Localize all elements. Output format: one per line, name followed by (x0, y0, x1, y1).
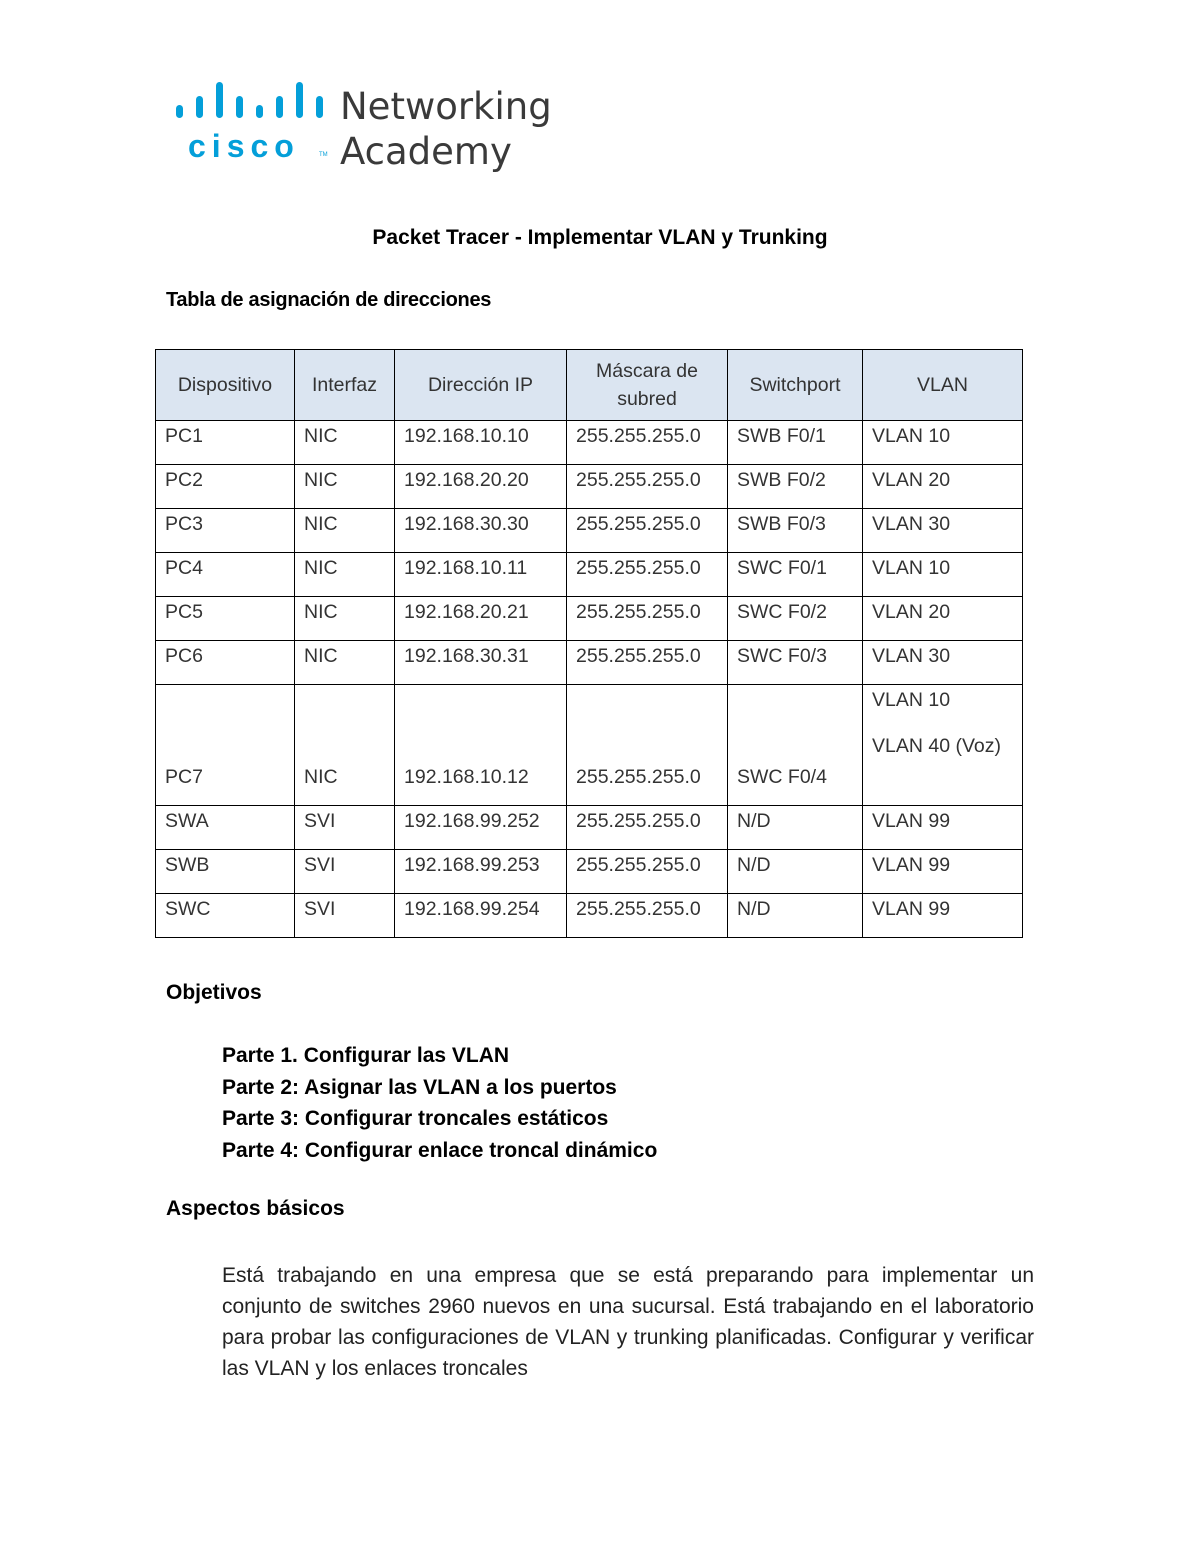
cell-switchport: SWB F0/3 (728, 509, 863, 553)
cell-vlan: VLAN 30 (863, 509, 1023, 553)
cell-device: PC3 (156, 509, 295, 553)
table-row (156, 850, 1023, 894)
cell-device: PC5 (156, 597, 295, 641)
cell-ip: 192.168.99.254 (395, 894, 567, 938)
cell-mask: 255.255.255.0 (567, 509, 728, 553)
cell-interface: SVI (295, 850, 395, 894)
cell-device: SWC (156, 894, 295, 938)
cell-ip: 192.168.10.12 (395, 685, 567, 806)
objectives-list (222, 1040, 657, 1166)
cell-device: PC7 (156, 685, 295, 806)
cell-interface: SVI (295, 806, 395, 850)
cell-ip: 192.168.10.11 (395, 553, 567, 597)
background-paragraph: Está trabajando en una empresa que se está preparando para implementar un conjunto de switches 2960 nuevos en una sucursal. Está trabajando en el laboratorio para probar las configuraciones de VLAN y trunking planificadas. Configurar y verificar las VLAN y los enlaces troncales (222, 1264, 1034, 1380)
cell-vlan: VLAN 10 (863, 553, 1023, 597)
trademark-mark: TM (319, 152, 328, 158)
cell-vlan: VLAN 30 (863, 641, 1023, 685)
header-interface: Interfaz (295, 350, 395, 421)
cell-interface: NIC (295, 553, 395, 597)
cell-interface: NIC (295, 597, 395, 641)
cell-interface: NIC (295, 465, 395, 509)
cell-ip: 192.168.30.30 (395, 509, 567, 553)
cell-vlan: VLAN 99 (863, 806, 1023, 850)
addressing-table (155, 349, 1023, 938)
networking-academy-wordmark (340, 84, 552, 174)
cell-switchport: SWC F0/3 (728, 641, 863, 685)
list-item: Parte 4: Configurar enlace troncal dinámico (222, 1138, 658, 1162)
cell-switchport: N/D (728, 806, 863, 850)
cell-mask: 255.255.255.0 (567, 597, 728, 641)
table-row (156, 465, 1023, 509)
cell-mask: 255.255.255.0 (567, 553, 728, 597)
header-ip-address: Dirección IP (395, 350, 567, 421)
document-title: Packet Tracer - Implementar VLAN y Trunking (372, 226, 828, 249)
cell-device: SWA (156, 806, 295, 850)
table-row (156, 894, 1023, 938)
list-item: Parte 2: Asignar las VLAN a los puertos (222, 1075, 617, 1099)
table-title: Tabla de asignación de direcciones (166, 289, 492, 311)
cell-ip: 192.168.20.21 (395, 597, 567, 641)
cell-interface: NIC (295, 509, 395, 553)
cell-switchport: SWC F0/4 (728, 685, 863, 806)
cell-mask: 255.255.255.0 (567, 421, 728, 465)
table-row (156, 421, 1023, 465)
cell-vlan: VLAN 20 (863, 465, 1023, 509)
cell-switchport: SWC F0/2 (728, 597, 863, 641)
cell-vlan: VLAN 99 (863, 894, 1023, 938)
cell-switchport: SWB F0/2 (728, 465, 863, 509)
cell-interface: NIC (295, 685, 395, 806)
cell-device: SWB (156, 850, 295, 894)
cell-ip: 192.168.10.10 (395, 421, 567, 465)
cell-vlan: VLAN 99 (863, 850, 1023, 894)
table-row (156, 553, 1023, 597)
cisco-bars-icon (176, 82, 326, 118)
list-item: Parte 1. Configurar las VLAN (222, 1044, 510, 1067)
table-row (156, 597, 1023, 641)
cell-mask: 255.255.255.0 (567, 465, 728, 509)
cell-device: PC2 (156, 465, 295, 509)
table-row (156, 641, 1023, 685)
cell-switchport: N/D (728, 850, 863, 894)
header-subnet-mask: Máscara de subred (567, 350, 728, 421)
cell-vlan-voice: VLAN 40 (Voz) (872, 735, 1001, 757)
logo-line-academy: Academy (340, 130, 512, 173)
cell-switchport: SWC F0/1 (728, 553, 863, 597)
list-item: Parte 3: Configurar troncales estáticos (222, 1107, 609, 1130)
table-row (156, 509, 1023, 553)
table-header-row (156, 350, 1023, 421)
cell-mask: 255.255.255.0 (567, 894, 728, 938)
cell-device: PC6 (156, 641, 295, 685)
table-row (156, 806, 1023, 850)
cell-vlan (863, 685, 1023, 806)
cisco-networking-academy-logo (176, 82, 576, 172)
table-row (156, 685, 1023, 806)
cell-vlan: VLAN 20 (863, 597, 1023, 641)
cell-ip: 192.168.30.31 (395, 641, 567, 685)
cell-mask: 255.255.255.0 (567, 685, 728, 806)
logo-line-networking: Networking (340, 85, 552, 128)
header-vlan: VLAN (863, 350, 1023, 421)
cell-switchport: N/D (728, 894, 863, 938)
cisco-wordmark: cisco (188, 128, 300, 164)
cell-ip: 192.168.99.253 (395, 850, 567, 894)
header-switchport: Switchport (728, 350, 863, 421)
cell-mask: 255.255.255.0 (567, 850, 728, 894)
header-device: Dispositivo (156, 350, 295, 421)
cell-vlan-data: VLAN 10 (872, 689, 951, 711)
cell-ip: 192.168.20.20 (395, 465, 567, 509)
cell-device: PC4 (156, 553, 295, 597)
cell-mask: 255.255.255.0 (567, 806, 728, 850)
objectives-heading: Objetivos (166, 981, 262, 1004)
cell-interface: NIC (295, 421, 395, 465)
cell-interface: NIC (295, 641, 395, 685)
cell-switchport: SWB F0/1 (728, 421, 863, 465)
cell-device: PC1 (156, 421, 295, 465)
cell-mask: 255.255.255.0 (567, 641, 728, 685)
cell-ip: 192.168.99.252 (395, 806, 567, 850)
cell-interface: SVI (295, 894, 395, 938)
cell-vlan: VLAN 10 (863, 421, 1023, 465)
background-heading: Aspectos básicos (166, 1197, 345, 1220)
